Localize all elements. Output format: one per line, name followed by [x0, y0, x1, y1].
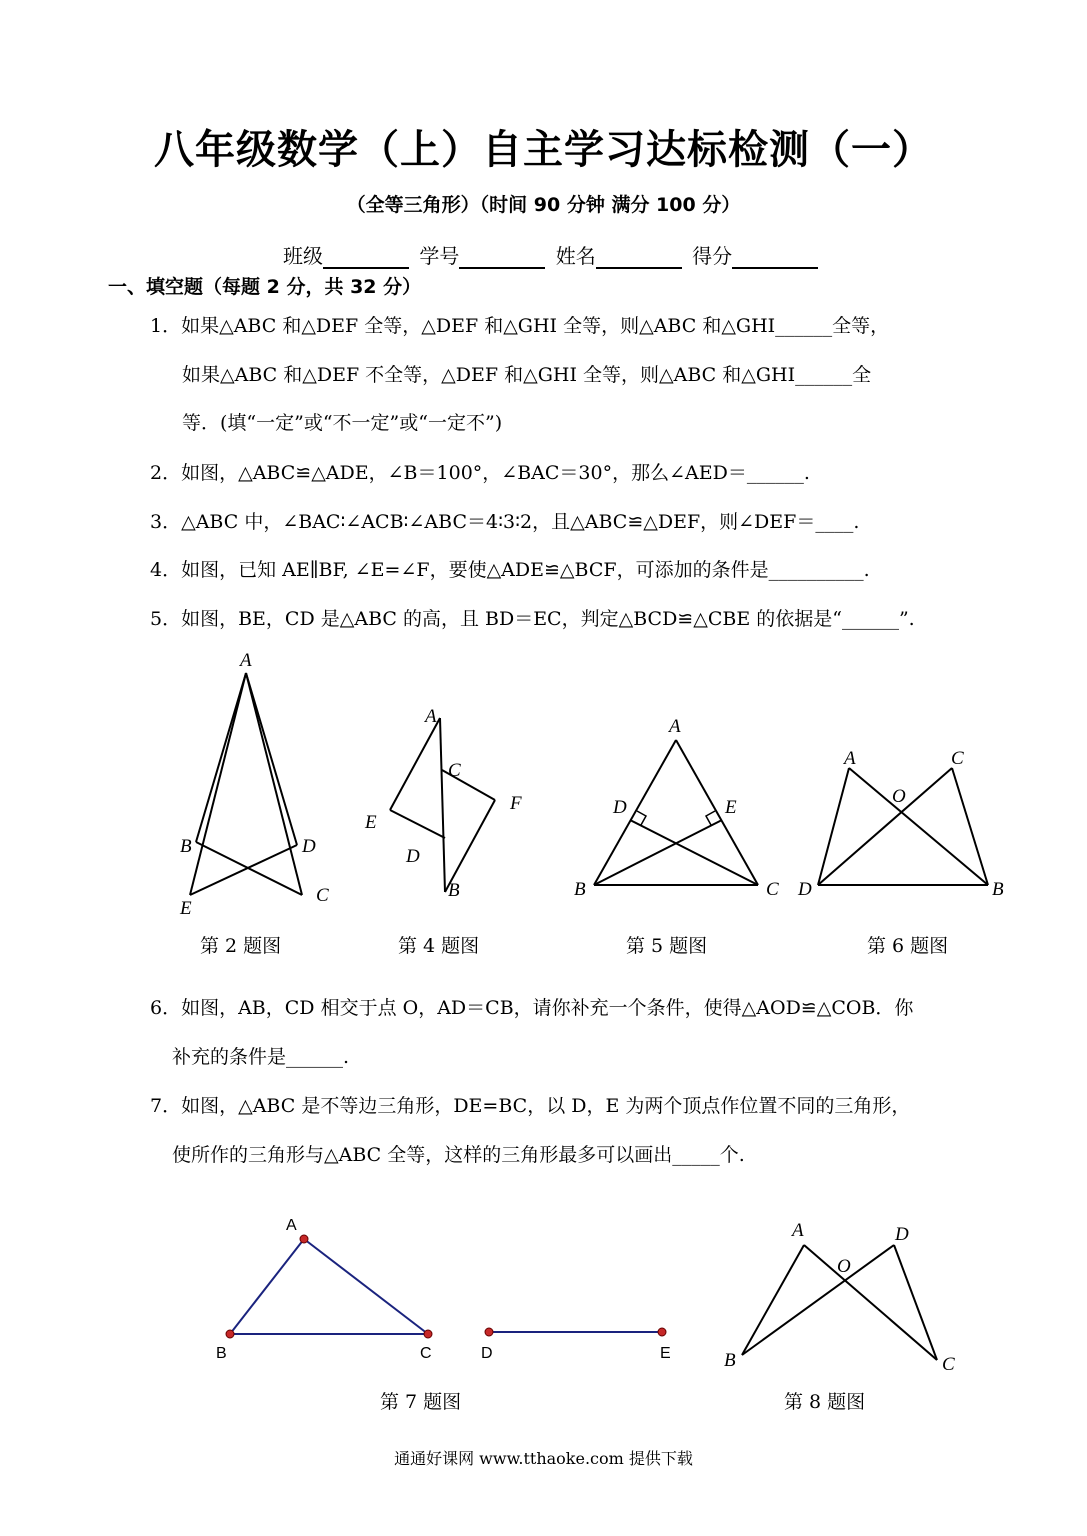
fig8-label-d: D: [895, 1224, 909, 1245]
caption-fig-7: 第 7 题图: [380, 1391, 462, 1413]
fig2-label-a: A: [240, 650, 252, 671]
fig5-label-c: C: [766, 879, 779, 900]
fig7-label-e: E: [660, 1345, 671, 1362]
figures-row-1: [0, 640, 1087, 970]
name-label: 姓名: [555, 244, 596, 268]
question-5: 5．如图，BE，CD 是△ABC 的高，且 BD＝EC，判定△BCD≌△CBE 的依据是“______”.: [150, 608, 915, 630]
fig7-label-c: C: [420, 1345, 432, 1362]
score-blank: [732, 247, 818, 269]
fig2-label-c: C: [316, 885, 329, 906]
fig7-label-d: D: [481, 1345, 493, 1362]
question-7-line-1: 7．如图，△ABC 是不等边三角形，DE=BC，以 D，E 为两个顶点作位置不同的三角形，: [150, 1095, 911, 1117]
fig2-label-d: D: [302, 836, 316, 857]
fig4-label-d: D: [406, 846, 420, 867]
figures-row-2: [0, 1200, 1087, 1380]
fig6-label-a: A: [844, 748, 856, 769]
caption-fig-4: 第 4 题图: [398, 935, 480, 957]
student-info-row: [283, 240, 822, 269]
question-4: 4．如图，已知 AE∥BF, ∠E=∠F，要使△ADE≌△BCF，可添加的条件是__________.: [150, 559, 870, 581]
fig5-label-e: E: [725, 797, 737, 818]
fig4-label-f: F: [510, 793, 522, 814]
fig6-label-o: O: [892, 786, 906, 807]
question-1-line-2: 如果△ABC 和△DEF 不全等，△DEF 和△GHI 全等，则△ABC 和△GHI______全: [182, 364, 872, 386]
question-1-line-1: 1．如果△ABC 和△DEF 全等，△DEF 和△GHI 全等，则△ABC 和△GHI______全等，: [150, 315, 890, 337]
caption-fig-5: 第 5 题图: [626, 935, 708, 957]
fig8-label-c: C: [942, 1354, 955, 1375]
name-blank: [596, 247, 682, 269]
question-6-line-1: 6．如图，AB，CD 相交于点 O，AD＝CB，请你补充一个条件，使得△AOD≌△COB．你: [150, 997, 914, 1019]
fig4-label-c: C: [448, 760, 461, 781]
question-2: 2．如图，△ABC≌△ADE，∠B＝100°，∠BAC＝30°，那么∠AED＝______.: [150, 462, 810, 484]
fig7-label-b: B: [216, 1345, 227, 1362]
section-heading: 一、填空题（每题 2 分，共 32 分）: [108, 276, 422, 298]
fig8-label-b: B: [724, 1350, 736, 1371]
fig4-label-e: E: [365, 812, 377, 833]
number-blank: [459, 247, 545, 269]
page-subtitle: （全等三角形）（时间 90 分钟 满分 100 分）: [346, 194, 741, 216]
fig6-label-b: B: [992, 879, 1004, 900]
number-label: 学号: [419, 244, 460, 268]
question-3: 3．△ABC 中，∠BAC∶∠ACB∶∠ABC＝4∶3∶2，且△ABC≌△DEF，则∠DEF＝____.: [150, 511, 860, 533]
fig4-label-b: B: [448, 880, 460, 901]
page-title: 八年级数学（上）自主学习达标检测（一）: [154, 127, 933, 173]
caption-fig-8: 第 8 题图: [784, 1391, 866, 1413]
fig2-label-b: B: [180, 836, 192, 857]
fig6-label-d: D: [798, 879, 812, 900]
class-blank: [323, 247, 409, 269]
fig6-label-c: C: [951, 748, 964, 769]
fig8-label-o: O: [837, 1256, 851, 1277]
caption-fig-6: 第 6 题图: [867, 935, 949, 957]
fig2-label-e: E: [180, 898, 192, 919]
footer-source: 通通好课网 www.tthaoke.com 提供下载: [394, 1449, 693, 1468]
fig5-label-b: B: [574, 879, 586, 900]
figure-8: [724, 1220, 955, 1375]
class-label: 班级: [283, 244, 323, 268]
question-7-line-2: 使所作的三角形与△ABC 全等，这样的三角形最多可以画出_____个.: [172, 1144, 745, 1166]
caption-fig-2: 第 2 题图: [200, 935, 282, 957]
score-label: 得分: [692, 244, 733, 268]
fig4-label-a: A: [425, 706, 437, 727]
question-1-line-3: 等．(填“一定”或“不一定”或“一定不”): [182, 412, 503, 434]
fig7-label-a: A: [286, 1217, 297, 1234]
question-6-line-2: 补充的条件是______.: [172, 1046, 350, 1068]
fig8-label-a: A: [792, 1220, 804, 1241]
fig5-label-a: A: [669, 716, 681, 737]
fig5-label-d: D: [613, 797, 627, 818]
figure-7: [216, 1217, 671, 1362]
figure-2: [190, 673, 302, 895]
